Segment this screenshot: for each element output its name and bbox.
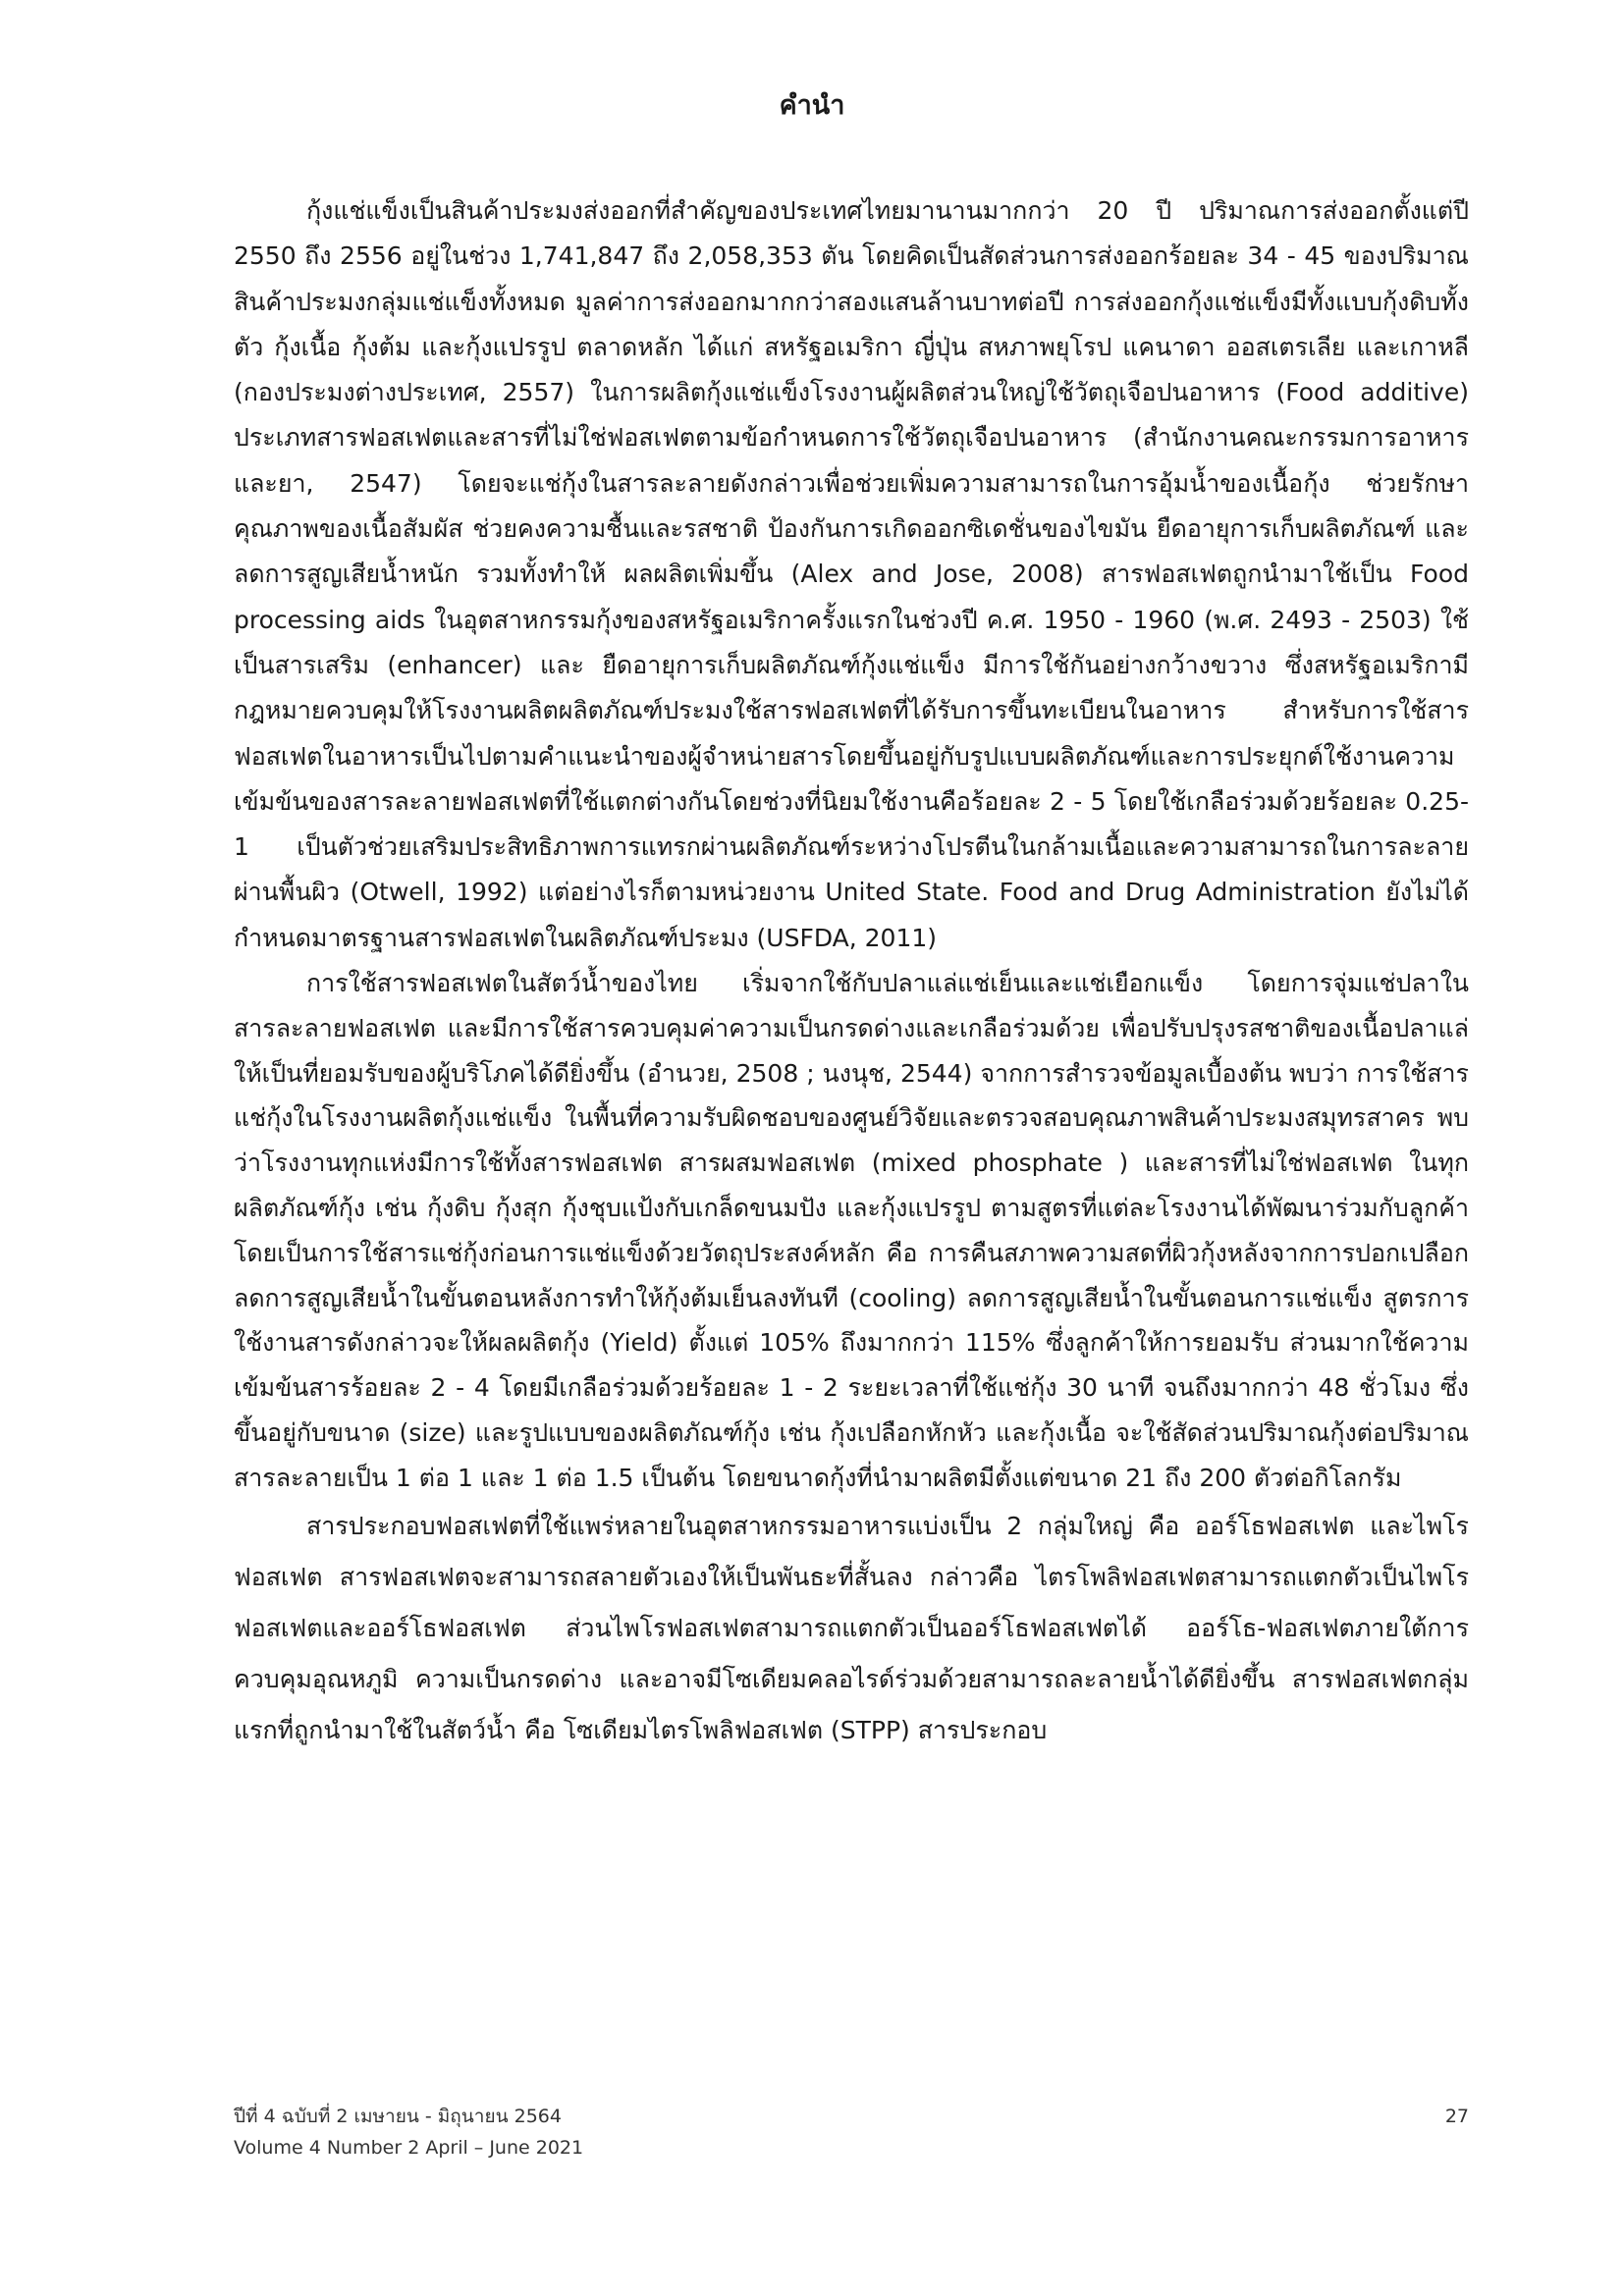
footer-issue-thai: ปีที่ 4 ฉบับที่ 2 เมษายน - มิถุนายน 2564: [234, 2106, 562, 2127]
paragraph-1: กุ้งแช่แข็งเป็นสินค้าประมงส่งออกที่สำคัญของประเทศไทยมานานมากกว่า 20 ปี ปริมาณการส่งออกตั้งแต่ปี 2550 ถึง 2556 อยู่ในช่วง 1,741,847 ถึง 2,058,353 ตัน โดยคิดเป็นสัดส่วนการส่งออกร้อยละ 34 - 45 ของปริมาณสินค้าประมงกลุ่มแช่แข็งทั้งหมด มูลค่าการส่งออกมากกว่าสองแสนล้านบาทต่อปี การส่งออกกุ้งแช่แข็งมีทั้งแบบกุ้งดิบทั้งตัว กุ้งเนื้อ กุ้งต้ม และกุ้งแปรรูป ตลาดหลัก ได้แก่ สหรัฐอเมริกา ญี่ปุ่น สหภาพยุโรป แคนาดา ออสเตรเลีย และเกาหลี (กองประมงต่างประเทศ, 2557) ในการผลิตกุ้งแช่แข็งโรงงานผู้ผลิตส่วนใหญ่ใช้วัตถุเจือปนอาหาร (Food additive) ประเภทสารฟอสเฟตและสารที่ไม่ใช่ฟอสเฟตตามข้อกำหนดการใช้วัตถุเจือปนอาหาร (สำนักงานคณะกรรมการอาหารและยา, 2547) โดยจะแช่กุ้งในสารละลายดังกล่าวเพื่อช่วยเพิ่มความสามารถในการอุ้มน้ำของเนื้อกุ้ง ช่วยรักษาคุณภาพของเนื้อสัมผัส ช่วยคงความชื้นและรสชาติ ป้องกันการเกิดออกซิเดชั่นของไขมัน ยืดอายุการเก็บผลิตภัณฑ์ และลดการสูญเสียน้ำหนัก รวมทั้งทำให้ ผลผลิตเพิ่มขึ้น (Alex and Jose, 2008) สารฟอสเฟตถูกนำมาใช้เป็น Food processing aids ในอุตสาหกรรมกุ้งของสหรัฐอเมริกาครั้งแรกในช่วงปี ค.ศ. 1950 - 1960 (พ.ศ. 2493 - 2503) ใช้เป็นสารเสริม (enhancer) และ ยืดอายุการเก็บผลิตภัณฑ์กุ้งแช่แข็ง มีการใช้กันอย่างกว้างขวาง ซึ่งสหรัฐอเมริกามีกฎหมายควบคุมให้โรงงานผลิตผลิตภัณฑ์ประมงใช้สารฟอสเฟตที่ได้รับการขึ้นทะเบียนในอาหาร สำหรับการใช้สารฟอสเฟตในอาหารเป็นไปตามคำแนะนำของผู้จำหน่ายสารโดยขึ้นอยู่กับรูปแบบผลิตภัณฑ์และการประยุกต์ใช้งานความเข้มข้นของสารละลายฟอสเฟตที่ใช้แตกต่างกันโดยช่วงที่นิยมใช้งานคือร้อยละ 2 - 5 โดยใช้เกลือร่วมด้วยร้อยละ 0.25-1 เป็นตัวช่วยเสริมประสิทธิภาพการแทรกผ่านผลิตภัณฑ์ระหว่างโปรตีนในกล้ามเนื้อและความสามารถในการละลายผ่านพื้นผิว (Otwell, 1992) แต่อย่างไรก็ตามหน่วยงาน United State. Food and Drug Administration ยังไม่ได้กำหนดมาตรฐานสารฟอสเฟตในผลิตภัณฑ์ประมง (USFDA, 2011): [234, 196, 1469, 952]
page-title: คำนำ: [779, 90, 845, 121]
footer-issue-english: Volume 4 Number 2 April – June 2021: [234, 2137, 584, 2159]
paragraph-3: สารประกอบฟอสเฟตที่ใช้แพร่หลายในอุตสาหกรรมอาหารแบ่งเป็น 2 กลุ่มใหญ่ คือ ออร์โธฟอสเฟต และไพโรฟอสเฟต สารฟอสเฟตจะสามารถสลายตัวเองให้เป็นพันธะที่สั้นลง กล่าวคือ ไตรโพลิฟอสเฟตสามารถแตกตัวเป็นไพโรฟอสเฟตและออร์โธฟอสเฟต ส่วนไพโรฟอสเฟตสามารถแตกตัวเป็นออร์โธฟอสเฟตได้ ออร์โธ-ฟอสเฟตภายใต้การควบคุมอุณหภูมิ ความเป็นกรดด่าง และอาจมีโซเดียมคลอไรด์ร่วมด้วยสามารถละลายน้ำได้ดียิ่งขึ้น สารฟอสเฟตกลุ่มแรกที่ถูกนำมาใช้ในสัตว์น้ำ คือ โซเดียมไตรโพลิฟอสเฟต (STPP) สารประกอบ: [234, 1511, 1469, 1744]
body-text: [234, 188, 1469, 1756]
page-number: 27: [1444, 2106, 1469, 2127]
page-footer: [234, 2101, 1469, 2163]
paragraph-2: การใช้สารฟอสเฟตในสัตว์น้ำของไทย เริ่มจากใช้กับปลาแล่แช่เย็นและแช่เยือกแข็ง โดยการจุ่มแช่ปลาในสารละลายฟอสเฟต และมีการใช้สารควบคุมค่าความเป็นกรดด่างและเกลือร่วมด้วย เพื่อปรับปรุงรสชาติของเนื้อปลาแล่ให้เป็นที่ยอมรับของผู้บริโภคได้ดียิ่งขึ้น (อำนวย, 2508 ; นงนุช, 2544) จากการสำรวจข้อมูลเบื้องต้น พบว่า การใช้สารแช่กุ้งในโรงงานผลิตกุ้งแช่แข็ง ในพื้นที่ความรับผิดชอบของศูนย์วิจัยและตรวจสอบคุณภาพสินค้าประมงสมุทรสาคร พบว่าโรงงานทุกแห่งมีการใช้ทั้งสารฟอสเฟต สารผสมฟอสเฟต (mixed phosphate ) และสารที่ไม่ใช่ฟอสเฟต ในทุกผลิตภัณฑ์กุ้ง เช่น กุ้งดิบ กุ้งสุก กุ้งชุบแป้งกับเกล็ดขนมปัง และกุ้งแปรรูป ตามสูตรที่แต่ละโรงงานได้พัฒนาร่วมกับลูกค้า โดยเป็นการใช้สารแช่กุ้งก่อนการแช่แข็งด้วยวัตถุประสงค์หลัก คือ การคืนสภาพความสดที่ผิวกุ้งหลังจากการปอกเปลือก ลดการสูญเสียน้ำในขั้นตอนหลังการทำให้กุ้งต้มเย็นลงทันที (cooling) ลดการสูญเสียน้ำในขั้นตอนการแช่แข็ง สูตรการใช้งานสารดังกล่าวจะให้ผลผลิตกุ้ง (Yield) ตั้งแต่ 105% ถึงมากกว่า 115% ซึ่งลูกค้าให้การยอมรับ ส่วนมากใช้ความเข้มข้นสารร้อยละ 2 - 4 โดยมีเกลือร่วมด้วยร้อยละ 1 - 2 ระยะเวลาที่ใช้แช่กุ้ง 30 นาที จนถึงมากกว่า 48 ชั่วโมง ซึ่งขึ้นอยู่กับขนาด (size) และรูปแบบของผลิตภัณฑ์กุ้ง เช่น กุ้งเปลือกหักหัว และกุ้งเนื้อ จะใช้สัดส่วนปริมาณกุ้งต่อปริมาณสารละลายเป็น 1 ต่อ 1 และ 1 ต่อ 1.5 เป็นต้น โดยขนาดกุ้งที่นำมาผลิตมีตั้งแต่ขนาด 21 ถึง 200 ตัวต่อกิโลกรัม: [234, 969, 1469, 1492]
